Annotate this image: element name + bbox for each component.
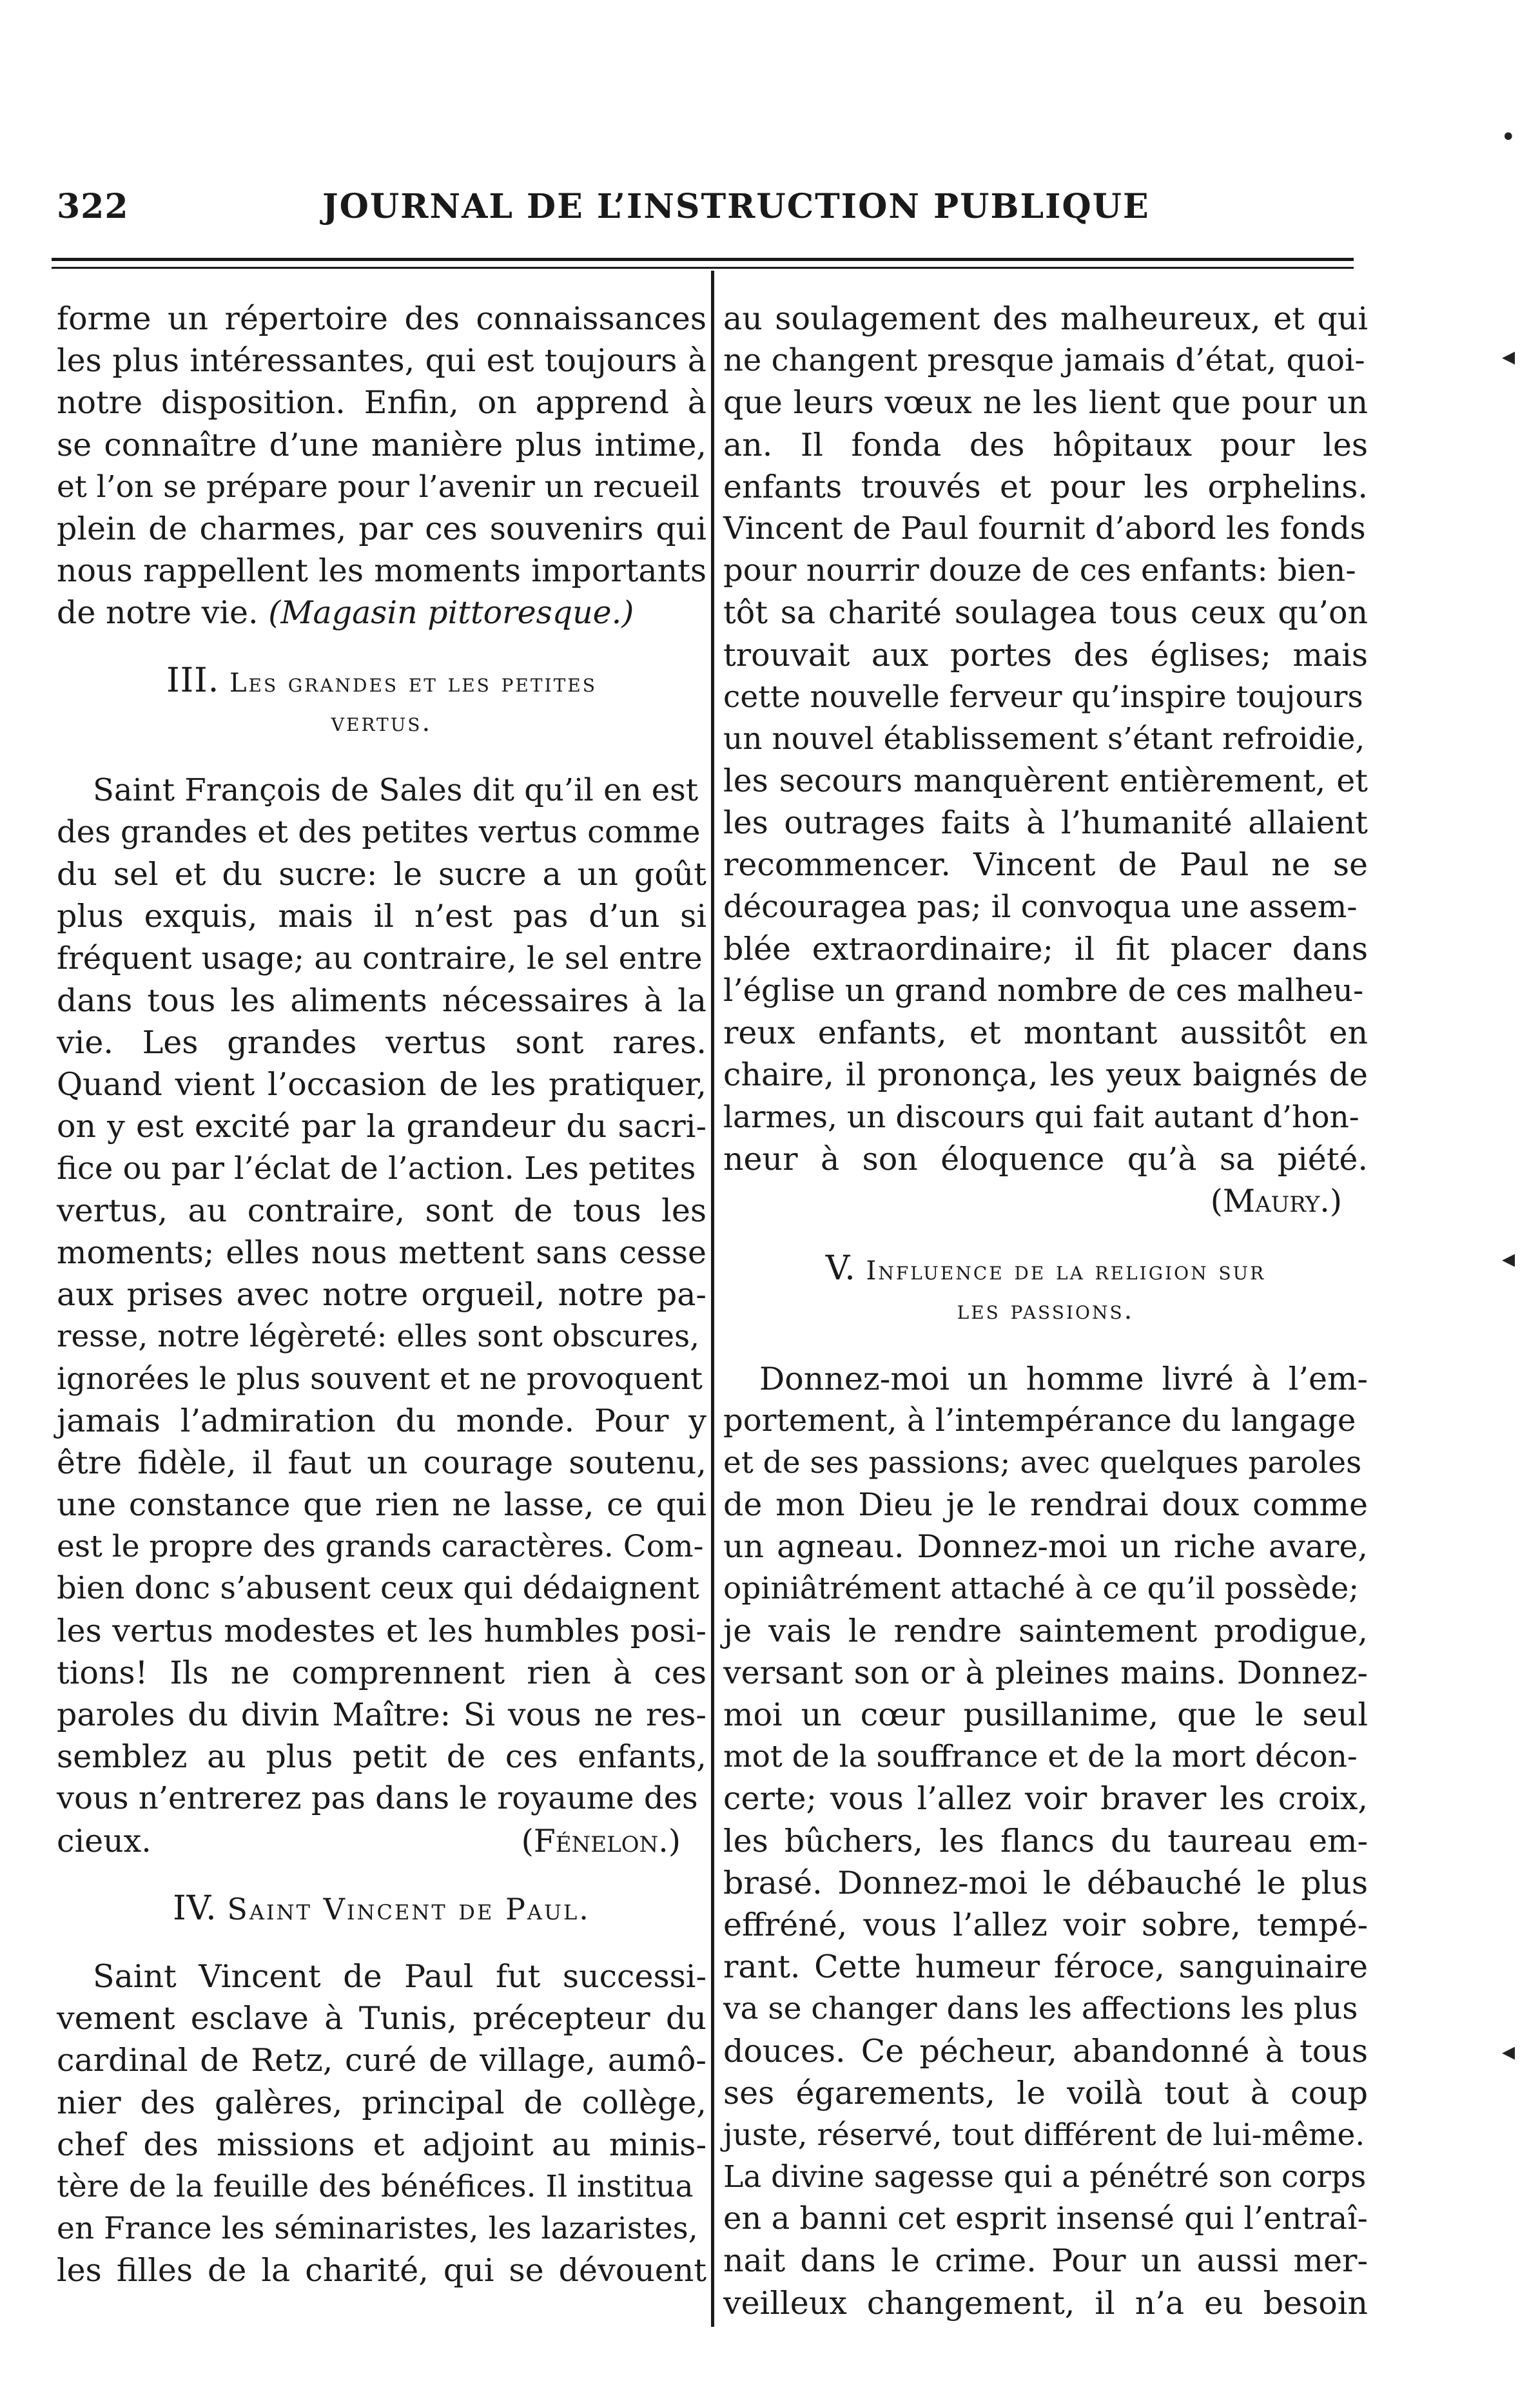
intro-last-line (57, 592, 706, 634)
section3-line: Saint François de Sales dit qu’il en est (93, 772, 699, 808)
section3-line: ignorées le plus souvent et ne provoquent (57, 1361, 703, 1397)
section4-continued-line: les secours manquèrent entièrement, et (723, 762, 1368, 800)
section4-continued-line: ne changent presque jamais d’état, quoi- (723, 342, 1365, 379)
section5-line: juste, réservé, tout différent de lui-même. (723, 2117, 1365, 2153)
intro-line: notre disposition. Enfin, on apprend à (57, 384, 706, 422)
section4-continued-line: que leurs vœux ne les lient que pour un (723, 384, 1368, 422)
section3-line: est le propre des grands caractères. Com- (57, 1529, 704, 1565)
section3-line: plus exquis, mais il n’est pas d’un si (57, 898, 706, 935)
section4-numeral: IV. (173, 1889, 217, 1928)
section4-continued-line: trouvait aux portes des églises; mais (723, 636, 1368, 674)
right-column (723, 298, 1368, 2324)
section4-continued-line: l’église un grand nombre de ces malheu- (723, 973, 1364, 1009)
section4-paragraph (57, 1956, 706, 2292)
section5-line: La divine sagesse qui a pénétré son corps (723, 2159, 1367, 2195)
intro-line: nous rappellent les moments importants (57, 552, 706, 590)
section4-continued-line: reux enfants, et montant aussitôt en (723, 1015, 1368, 1052)
running-title: JOURNAL DE L’INSTRUCTION PUBLIQUE (322, 187, 1150, 226)
section4-continued-line: les outrages faits à l’humanité allaient (723, 804, 1368, 842)
column-divider (711, 271, 714, 2327)
intro-source: (Magasin pittoresque.) (268, 594, 634, 632)
section4-continued-line: larmes, un discours qui fait autant d’hon- (723, 1099, 1359, 1135)
section4-continued-line: an. Il fonda des hôpitaux pour les (723, 426, 1368, 463)
section5-line: va se changer dans les affections les plus (723, 1991, 1358, 2027)
section3-line: du sel et du sucre: le sucre a un goût (57, 856, 706, 893)
left-column (57, 298, 706, 2291)
section4-source: (Maury.) (1210, 1182, 1342, 1219)
margin-mark: ◂ (1502, 342, 1515, 371)
section5-line: je vais le rendre saintement prodigue, (723, 1612, 1368, 1649)
section3-heading-line2: vertus. (331, 707, 433, 737)
margin-mark: • (1501, 122, 1516, 152)
section3-line: être fidèle, il faut un courage soutenu, (57, 1444, 706, 1481)
section5-line: et de ses passions; avec quelques paroles (723, 1444, 1362, 1481)
section5-line: rant. Cette humeur féroce, sanguinaire (723, 1948, 1368, 1986)
section4-line: Saint Vincent de Paul fut successi- (93, 1957, 706, 1995)
section5-line: de mon Dieu je le rendrai doux comme (723, 1486, 1368, 1524)
section4-line: en France les séminaristes, les lazaristes, (57, 2211, 698, 2247)
section4-line: les filles de la charité, qui se dévouent (57, 2252, 706, 2289)
intro-line: se connaître d’une manière plus intime, (57, 426, 706, 463)
section4-continued-line: découragea pas; il convoqua une assem- (723, 888, 1358, 925)
section3-line: on y est excité par la grandeur du sacri- (57, 1108, 706, 1145)
intro-line: plein de charmes, par ces souvenirs qui (57, 510, 706, 547)
section5-line: ses égarements, le voilà tout à coup (723, 2074, 1368, 2112)
section4-heading (57, 1888, 706, 1930)
section4-continued-line: Vincent de Paul fournit d’abord les fonds (723, 510, 1366, 547)
section5-line: nait dans le crime. Pour un aussi mer- (723, 2242, 1368, 2280)
section5-heading-line1 (723, 1248, 1368, 1290)
intro-paragraph (57, 298, 706, 592)
section5-line: effréné, vous l’allez voir sobre, tempé- (723, 1906, 1368, 1943)
section5-line: certe; vous l’allez voir braver les croix, (723, 1780, 1368, 1818)
header-rule-thick (52, 258, 1354, 261)
section4-line: chef des missions et adjoint au minis- (57, 2126, 706, 2163)
section4-continued-line: recommencer. Vincent de Paul ne se (723, 846, 1368, 884)
section3-line: paroles du divin Maître: Si vous ne res- (57, 1696, 706, 1733)
section5-line: en a banni cet esprit insensé qui l’entraî- (723, 2200, 1368, 2237)
section3-line: les vertus modestes et les humbles posi- (57, 1612, 706, 1649)
section3-line: moments; elles nous mettent sans cesse (57, 1234, 706, 1271)
section3-line: dans tous les aliments nécessaires à la (57, 982, 706, 1019)
section5-heading-line2: les passions. (957, 1296, 1135, 1326)
section5-line: brasé. Donnez-moi le débauché le plus (723, 1864, 1368, 1901)
section5-line: opiniâtrément attaché à ce qu’il possède; (723, 1571, 1359, 1607)
section5-line: les bûchers, les flancs du taureau em- (723, 1822, 1368, 1859)
section4-continued-line: neur à son éloquence qu’à sa piété. (723, 1140, 1368, 1178)
section3-numeral: III. (166, 661, 220, 700)
section5-line: mot de la souffrance et de la mort décon- (723, 1739, 1358, 1775)
margin-mark: ◂ (1502, 1244, 1515, 1274)
section5-line: portement, à l’intempérance du langage (723, 1402, 1356, 1439)
section5-line: moi un cœur pusillanime, que le seul (723, 1696, 1368, 1733)
section3-last-text: cieux. (57, 1822, 151, 1859)
section3-line: une constance que rien ne lasse, ce qui (57, 1486, 706, 1524)
intro-line: les plus intéressantes, qui est toujours à (57, 342, 706, 380)
section4-continued-line: chaire, il prononça, les yeux baignés de (723, 1056, 1368, 1094)
section4-line: nier des galères, principal de collège, (57, 2084, 706, 2121)
section5-paragraph (723, 1358, 1368, 2324)
section4-line: vement esclave à Tunis, précepteur du (57, 2000, 706, 2037)
section3-source: (Fénelon.) (521, 1822, 681, 1859)
intro-last-text: de notre vie. (57, 594, 258, 632)
section4-continued-line: blée extraordinaire; il fit placer dans (723, 930, 1368, 967)
section3-line: jamais l’admiration du monde. Pour y (57, 1402, 706, 1439)
margin-mark: ◂ (1502, 2037, 1515, 2066)
section3-heading-text: Les grandes et les petites (229, 668, 597, 698)
section4-continued-line: cette nouvelle ferveur qu’inspire toujours (723, 679, 1363, 715)
section3-line: bien donc s’abusent ceux qui dédaignent (57, 1570, 699, 1607)
section5-numeral: V. (825, 1249, 856, 1288)
section5-heading-text: Influence de la religion sur (866, 1256, 1266, 1287)
section3-line: fice ou par l’éclat de l’action. Les petites (57, 1150, 696, 1187)
section4-continued-line: enfants trouvés et pour les orphelins. (723, 468, 1368, 505)
section3-line: resse, notre légèreté: elles sont obscures, (57, 1319, 700, 1355)
section4-continued-paragraph (723, 298, 1368, 1180)
section3-line: vous n’entrerez pas dans le royaume des (57, 1780, 698, 1817)
section3-line: vie. Les grandes vertus sont rares. (57, 1024, 706, 1061)
page-header (52, 187, 1354, 238)
section4-continued-line: au soulagement des malheureux, et qui (723, 300, 1368, 337)
section3-line: fréquent usage; au contraire, le sel entre (57, 940, 703, 976)
section4-continued-line: pour nourrir douze de ces enfants: bien- (723, 552, 1356, 589)
section3-paragraph (57, 770, 706, 1820)
section3-line: tions! Ils ne comprennent rien à ces (57, 1654, 706, 1691)
section5-line: un agneau. Donnez-moi un riche avare, (723, 1528, 1368, 1566)
intro-line: forme un répertoire des connaissances (57, 300, 706, 337)
section3-heading-line1 (57, 660, 706, 702)
section4-line: cardinal de Retz, curé de village, aumô- (57, 2042, 706, 2079)
page-number: 322 (57, 187, 129, 226)
section5-line: veilleux changement, il n’a eu besoin (723, 2284, 1368, 2322)
header-rule-thin (52, 267, 1354, 269)
section4-line: tère de la feuille des bénéfices. Il institua (57, 2168, 694, 2204)
section4-continued-line: un nouvel établissement s’étant refroidie, (723, 721, 1365, 757)
section5-line: versant son or à pleines mains. Donnez- (723, 1654, 1368, 1691)
section3-line: Quand vient l’occasion de les pratiquer, (57, 1066, 706, 1103)
section3-line: vertus, au contraire, sont de tous les (57, 1192, 706, 1229)
section4-continued-line: tôt sa charité soulagea tous ceux qu’on (723, 594, 1368, 632)
section3-last-line (57, 1820, 706, 1862)
section3-line: aux prises avec notre orgueil, notre pa- (57, 1276, 706, 1314)
intro-line: et l’on se prépare pour l’avenir un recueil (57, 469, 700, 505)
section4-heading-text: Saint Vincent de Paul. (227, 1891, 590, 1927)
section3-line: des grandes et des petites vertus comme (57, 814, 701, 851)
section5-line: douces. Ce pécheur, abandonné à tous (723, 2032, 1368, 2070)
section3-line: semblez au plus petit de ces enfants, (57, 1738, 706, 1776)
section5-line: Donnez-moi un homme livré à l’em- (759, 1360, 1368, 1397)
